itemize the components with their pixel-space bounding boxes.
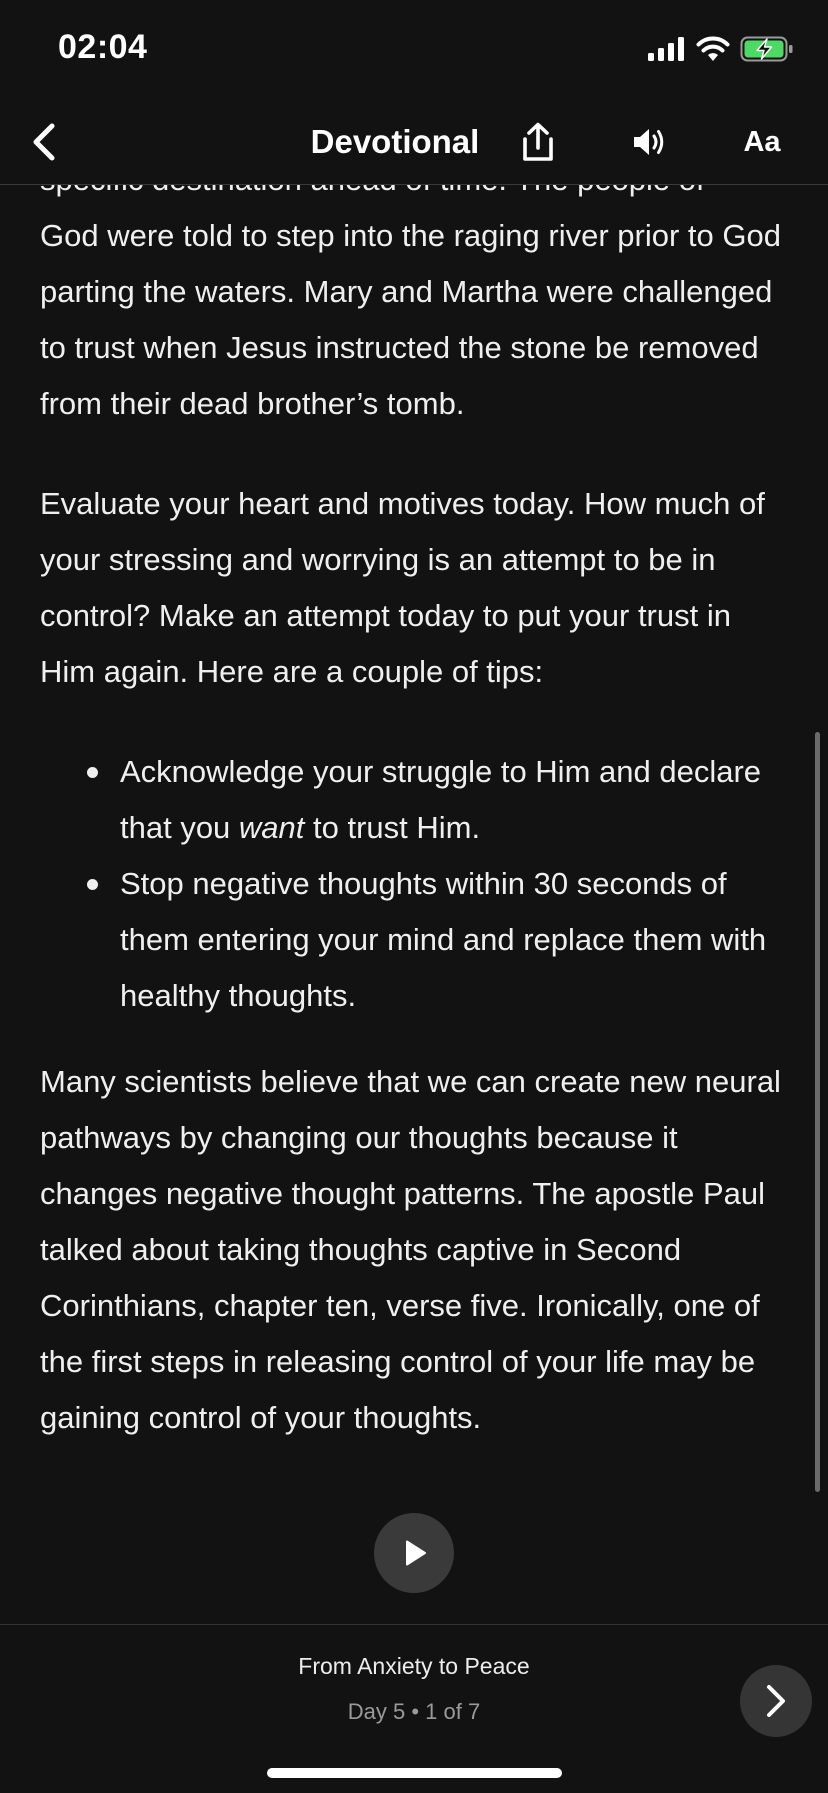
- tip-1-emphasis: want: [238, 810, 305, 845]
- back-button[interactable]: [18, 116, 70, 168]
- share-button[interactable]: [512, 116, 564, 168]
- home-indicator[interactable]: [267, 1768, 562, 1778]
- play-button[interactable]: [374, 1513, 454, 1593]
- next-day-button[interactable]: [740, 1665, 812, 1737]
- play-icon: [399, 1538, 429, 1568]
- plan-title[interactable]: From Anxiety to Peace: [298, 1653, 530, 1679]
- chevron-right-icon: [764, 1683, 788, 1719]
- navigation-header: [0, 100, 828, 185]
- tip-list-item-1: [120, 744, 792, 856]
- share-icon: [520, 122, 556, 162]
- tips-list: [40, 744, 792, 1024]
- tip-list-item-2: Stop negative thoughts within 30 seconds of them entering your mind and replace them with healthy thoughts.: [120, 856, 792, 1024]
- plan-progress: Day 5 • 1 of 7: [347, 1699, 481, 1724]
- audio-button[interactable]: [622, 116, 678, 168]
- scrollbar[interactable]: [815, 732, 820, 1492]
- tip-1-text-end: to trust Him.: [304, 810, 481, 845]
- status-time: 02:04: [58, 28, 148, 66]
- article-paragraph-1: God were told to step into the raging river prior to God parting the waters. Mary and Martha were challenged to trust when Jesus instructed the stone be removed from their dead brother’s tomb.: [40, 218, 781, 421]
- speaker-icon: [632, 126, 668, 158]
- article-paragraph-2: Evaluate your heart and motives today. How much of your stressing and worrying is an attempt to be in control? Make an attempt today to put your trust in Him again. Here are a couple of tips:: [40, 486, 765, 689]
- chevron-left-icon: [30, 122, 58, 162]
- page-title: Devotional: [310, 123, 480, 160]
- tip-1-text: Acknowledge your struggle to Him and declare that you: [120, 754, 762, 845]
- article-paragraph-3: Many scientists believe that we can create new neural pathways by changing our thoughts because it changes negative thought patterns. The apostle Paul talked about taking thoughts captive in Second Corinthians, chapter ten, verse five. Ironically, one of the first steps in releasing control of your life may be gaining control of your thoughts.: [40, 1064, 781, 1435]
- font-settings-button[interactable]: Aa: [743, 126, 781, 158]
- devotional-article: [40, 152, 792, 1446]
